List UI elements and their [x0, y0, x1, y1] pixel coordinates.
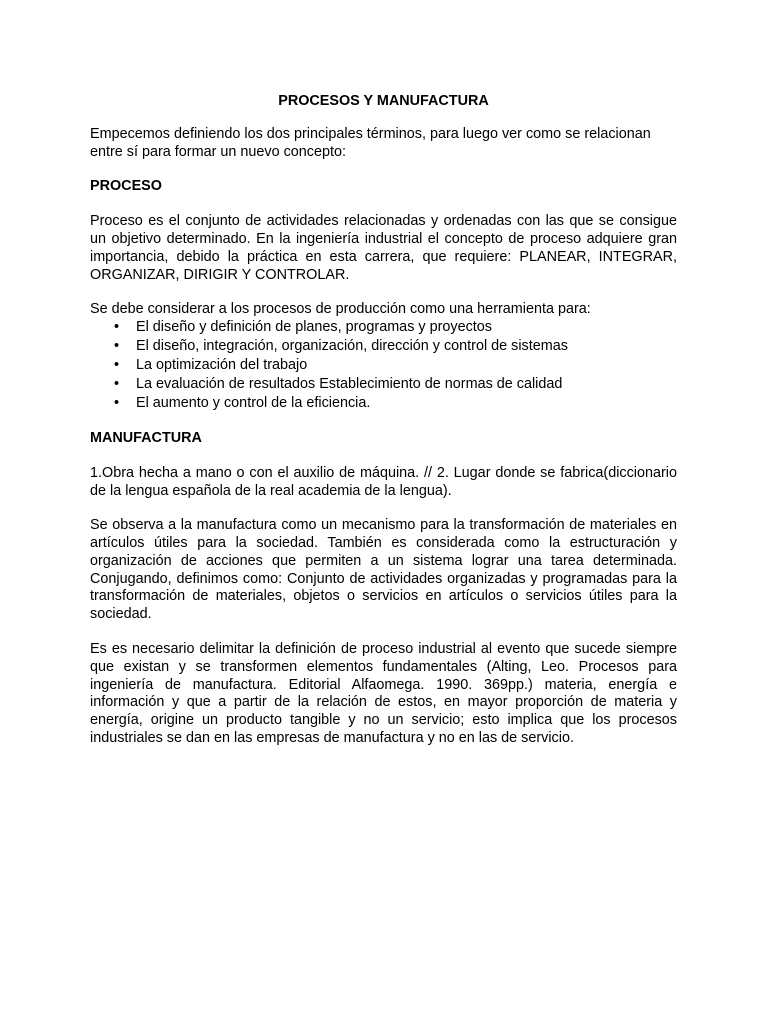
bullet-icon: •	[114, 319, 120, 336]
list-item	[90, 357, 677, 375]
proceso-paragraph: Proceso es el conjunto de actividades relacionadas y ordenadas con las que se consigue un objetivo determinado. En la ingeniería industrial el concepto de proceso adquiere gran importancia, debido la práctica en esta carrera, que requiere: PLANEAR, INTEGRAR, ORGANIZAR, DIRIGIR Y CONTROLAR.	[90, 213, 677, 283]
list-item-text: El aumento y control de la eficiencia.	[136, 395, 371, 412]
document-title: PROCESOS Y MANUFACTURA	[278, 93, 489, 109]
list-item	[90, 395, 677, 413]
section-heading-manufactura: MANUFACTURA	[90, 429, 202, 446]
manufactura-paragraph-3: Es es necesario delimitar la definición de proceso industrial al evento que sucede siempre que existan y se transformen elementos fundamentales (Alting, Leo. Procesos para ingeniería de manufactura. Editorial Alfaomega. 1990. 369pp.) materia, energía e información y que a partir de la relación de estos, en mayor proporción de materia y energía, origine un producto tangible y no un servicio; esto implica que los procesos industriales se dan en las empresas de manufactura y no en las de servicio.	[90, 641, 677, 747]
list-item-text: La evaluación de resultados Establecimiento de normas de calidad	[136, 376, 563, 393]
bullet-list	[90, 319, 677, 413]
list-item	[90, 376, 677, 394]
list-item-text: La optimización del trabajo	[136, 357, 308, 374]
manufactura-paragraph-1: 1.Obra hecha a mano o con el auxilio de máquina. // 2. Lugar donde se fabrica(diccionario de la lengua española de la real academia de la lengua).	[90, 464, 677, 499]
bullet-icon: •	[114, 338, 120, 355]
list-item-text: El diseño y definición de planes, programas y proyectos	[136, 319, 492, 336]
bullet-icon: •	[114, 376, 120, 393]
document-page	[90, 93, 677, 765]
list-item	[90, 338, 677, 356]
bullet-icon: •	[114, 395, 120, 412]
bullet-icon: •	[114, 357, 120, 374]
list-intro: Se debe considerar a los procesos de producción como una herramienta para:	[90, 301, 591, 318]
manufactura-paragraph-2: Se observa a la manufactura como un mecanismo para la transformación de materiales en artículos útiles para la sociedad. También es considerada como la estructuración y organización de acciones que permiten a un sistema lograr una tarea determinada. Conjugando, definimos como: Conjunto de actividades organizadas y programadas para la transformación de materiales, objetos o servicios en artículos o servicios útiles para la sociedad.	[90, 517, 677, 623]
list-item-text: El diseño, integración, organización, dirección y control de sistemas	[136, 338, 568, 355]
list-item	[90, 319, 677, 337]
section-heading-proceso: PROCESO	[90, 178, 162, 195]
intro-paragraph: Empecemos definiendo los dos principales términos, para luego ver como se relacionan entre sí para formar un nuevo concepto:	[90, 125, 651, 160]
